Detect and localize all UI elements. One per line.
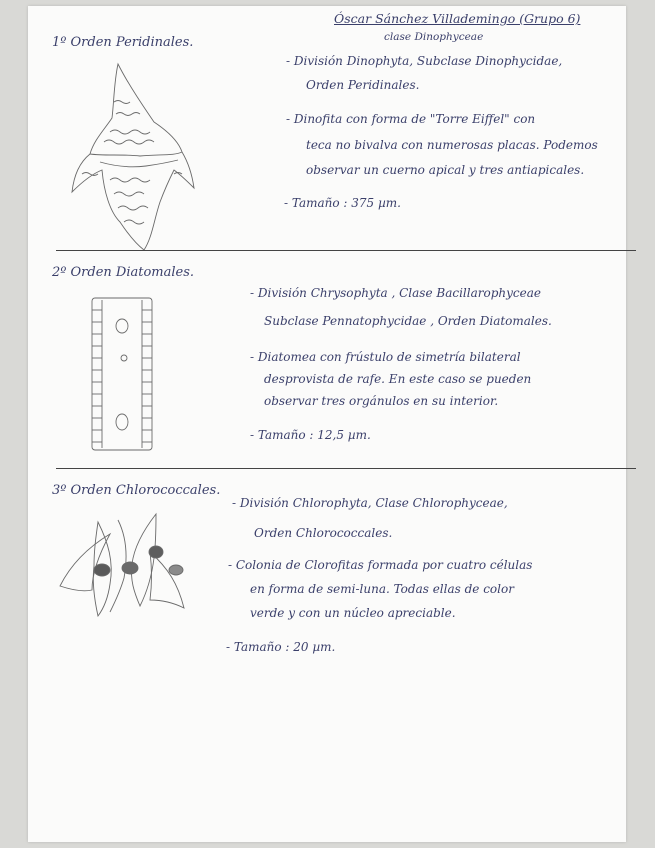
section-title: 1º Orden Peridinales. bbox=[52, 35, 194, 50]
chlorococcales-drawing bbox=[58, 512, 188, 622]
section-line: - Tamaño : 12,5 µm. bbox=[250, 428, 371, 442]
peridinales-drawing bbox=[70, 62, 200, 252]
section-line: Subclase Pennatophycidae , Orden Diatomales. bbox=[264, 314, 552, 328]
section-line: verde y con un núcleo apreciable. bbox=[250, 606, 456, 620]
section-line: - Colonia de Clorofitas formada por cuatro células bbox=[228, 558, 533, 572]
section-line: - Diatomea con frústulo de simetría bilateral bbox=[250, 350, 521, 364]
section-line: en forma de semi-luna. Todas ellas de color bbox=[250, 582, 514, 596]
author-header: Óscar Sánchez Villademingo (Grupo 6) bbox=[334, 11, 581, 26]
section-title: 3º Orden Chlorococcales. bbox=[52, 483, 221, 498]
section-line: - División Dinophyta, Subclase Dinophycidae, bbox=[286, 54, 563, 68]
section-line: desprovista de rafe. En este caso se pueden bbox=[264, 372, 532, 386]
section-line: - Tamaño : 20 µm. bbox=[226, 640, 336, 654]
notebook-page bbox=[28, 6, 626, 842]
section-line: observar tres orgánulos en su interior. bbox=[264, 394, 499, 408]
section-title: 2º Orden Diatomales. bbox=[52, 265, 195, 280]
diatom-drawing bbox=[88, 296, 158, 456]
section-divider bbox=[56, 250, 636, 251]
section-line: observar un cuerno apical y tres antiapicales. bbox=[306, 163, 585, 177]
section-line: - Dinofita con forma de "Torre Eiffel" con bbox=[286, 112, 536, 126]
section-line: - División Chrysophyta , Clase Bacillarophyceae bbox=[250, 286, 541, 300]
section-line: - División Chlorophyta, Clase Chlorophyceae, bbox=[232, 496, 508, 510]
section-line: Orden Peridinales. bbox=[306, 78, 420, 92]
section-line: - Tamaño : 375 µm. bbox=[284, 196, 401, 210]
header-note: clase Dinophyceae bbox=[384, 31, 484, 43]
section-divider bbox=[56, 468, 636, 469]
section-line: Orden Chlorococcales. bbox=[254, 526, 393, 540]
section-line: teca no bivalva con numerosas placas. Podemos bbox=[306, 138, 598, 152]
